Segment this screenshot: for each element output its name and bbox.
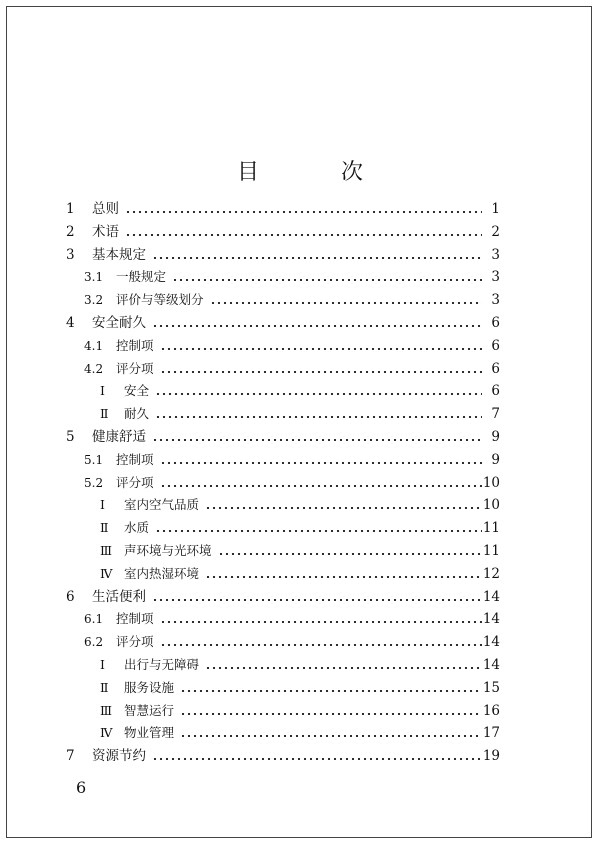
toc-entry[interactable] (0, 631, 600, 653)
toc-entry-label: 基本规定 (92, 246, 146, 263)
toc-entry-page: 9 (491, 429, 500, 445)
toc-entry-number: Ⅳ (100, 725, 113, 741)
toc-entry-number: Ⅱ (100, 520, 109, 536)
toc-entry[interactable] (0, 426, 600, 448)
toc-leader-dots (155, 530, 482, 532)
toc-entry[interactable] (0, 745, 600, 767)
toc-entry-number: Ⅰ (100, 383, 105, 399)
toc-entry-label: 术语 (92, 223, 119, 240)
toc-entry-number: 2 (66, 223, 75, 240)
toc-entry-label: 评价与等级划分 (116, 292, 204, 308)
toc-leader-dots (152, 439, 482, 441)
toc-entry-label: 室内热湿环境 (124, 565, 200, 581)
toc-entry[interactable] (0, 380, 600, 402)
toc-entry-label: 声环境与光环境 (124, 543, 212, 558)
toc-entry[interactable] (0, 654, 600, 676)
toc-entry-page: 10 (482, 497, 500, 514)
toc-entry-label: 资源节约 (92, 748, 146, 765)
toc-entry-label: 控制项 (116, 451, 154, 467)
toc-leader-dots (160, 462, 482, 464)
toc-entry-label: 控制项 (116, 611, 154, 627)
toc-entry[interactable] (0, 700, 600, 722)
toc-entry-page: 11 (482, 520, 500, 537)
toc-entry[interactable] (0, 221, 600, 243)
toc-leader-dots (160, 348, 482, 350)
toc-entry-page: 16 (482, 702, 500, 719)
toc-leader-dots (125, 234, 482, 236)
toc-entry[interactable] (0, 403, 600, 425)
toc-entry-label: 智慧运行 (124, 702, 175, 718)
toc-entry-label: 安全 (124, 383, 150, 399)
toc-entry-page: 15 (482, 679, 500, 696)
toc-entry-page: 14 (482, 657, 500, 673)
toc-entry-page: 14 (482, 634, 500, 651)
toc-entry-label: 安全耐久 (92, 315, 146, 331)
toc-entry-page: 11 (482, 543, 500, 559)
toc-entry-number: Ⅱ (100, 406, 109, 422)
toc-entry-label: 室内空气品质 (124, 497, 200, 513)
toc-entry-number: 3.2 (84, 293, 104, 308)
toc-entry-number: 5 (66, 429, 75, 445)
toc-entry-number: Ⅰ (100, 497, 105, 513)
toc-leader-dots (152, 599, 482, 601)
toc-entry[interactable] (0, 266, 600, 288)
toc-entry-page: 6 (491, 337, 500, 354)
toc-entry[interactable] (0, 358, 600, 380)
toc-entry[interactable] (0, 312, 600, 334)
page-number: 6 (76, 778, 87, 797)
toc-leader-dots (205, 576, 482, 578)
toc-entry-page: 3 (491, 269, 500, 286)
toc-entry-page: 6 (491, 383, 500, 400)
toc-leader-dots (205, 507, 482, 509)
toc-leader-dots (180, 713, 482, 715)
toc-entry-label: 水质 (124, 520, 150, 536)
toc-entry[interactable] (0, 289, 600, 311)
toc-entry-number: 5.1 (84, 452, 104, 467)
toc-entry-label: 控制项 (116, 337, 154, 353)
toc-entry-number: 3.1 (84, 270, 104, 285)
toc-entry[interactable] (0, 472, 600, 494)
toc-leader-dots (160, 371, 482, 373)
toc-entry-number: Ⅰ (100, 657, 105, 672)
toc-leader-dots (152, 257, 482, 259)
toc-leader-dots (172, 279, 482, 281)
toc-entry-page: 6 (491, 360, 500, 377)
toc-entry-number: Ⅲ (100, 702, 113, 718)
toc-entry-number: 5.2 (84, 475, 104, 490)
toc-leader-dots (155, 416, 482, 418)
toc-entry-page: 17 (482, 725, 500, 742)
toc-leader-dots (180, 735, 482, 737)
page-title: 目 次 (236, 159, 393, 185)
toc-entry-page: 9 (491, 451, 500, 468)
toc-entry[interactable] (0, 517, 600, 539)
toc-leader-dots (160, 485, 482, 487)
toc-entry-number: 6.2 (84, 635, 104, 650)
toc-entry-number: 7 (66, 748, 75, 765)
toc-entry-label: 健康舒适 (92, 429, 146, 445)
toc-entry-page: 6 (491, 315, 500, 331)
toc-leader-dots (180, 690, 482, 692)
toc-leader-dots (218, 553, 482, 555)
toc-entry-label: 生活便利 (92, 588, 146, 605)
toc-leader-dots (152, 758, 482, 760)
toc-entry-page: 10 (482, 474, 500, 491)
toc-entry-number: 4 (66, 315, 75, 331)
toc-entry-number: 6 (66, 588, 75, 605)
toc-entry-number: 4.1 (84, 338, 104, 353)
toc-entry-page: 19 (482, 748, 500, 765)
toc-entry[interactable] (0, 586, 600, 608)
toc-entry-label: 出行与无障碍 (124, 657, 200, 672)
toc-entry[interactable] (0, 449, 600, 471)
toc-entry-page: 14 (482, 588, 500, 605)
toc-entry-label: 耐久 (124, 406, 150, 422)
toc-entry-page: 1 (491, 201, 500, 217)
toc-entry[interactable] (0, 198, 600, 220)
toc-entry-number: 3 (66, 246, 75, 263)
toc-entry[interactable] (0, 563, 600, 585)
toc-entry[interactable] (0, 494, 600, 516)
toc-entry-label: 服务设施 (124, 679, 175, 695)
toc-entry-page: 3 (491, 292, 500, 309)
toc-entry[interactable] (0, 722, 600, 744)
toc-entry-number: 4.2 (84, 361, 104, 376)
toc-entry-label: 总则 (92, 201, 119, 217)
toc-leader-dots (160, 621, 482, 623)
toc-entry-page: 12 (482, 565, 500, 582)
toc-entry[interactable] (0, 335, 600, 357)
toc-entry-number: Ⅳ (100, 565, 113, 581)
toc-entry[interactable] (0, 608, 600, 630)
toc-entry-page: 7 (491, 406, 500, 423)
toc-entry[interactable] (0, 540, 600, 562)
toc-leader-dots (205, 667, 482, 669)
toc-entry-number: 1 (66, 201, 75, 217)
toc-leader-dots (160, 644, 482, 646)
toc-entry-label: 一般规定 (116, 269, 167, 285)
toc-leader-dots (152, 325, 482, 327)
toc-entry-label: 评分项 (116, 474, 154, 490)
toc-entry-page: 2 (491, 223, 500, 240)
toc-entry[interactable] (0, 677, 600, 699)
toc-leader-dots (155, 393, 482, 395)
toc-entry-label: 物业管理 (124, 725, 175, 741)
toc-entry-number: 6.1 (84, 612, 104, 627)
toc-entry-page: 14 (482, 611, 500, 628)
toc-entry-label: 评分项 (116, 634, 154, 650)
toc-entry-label: 评分项 (116, 360, 154, 376)
toc-leader-dots (125, 211, 482, 213)
toc-entry-number: Ⅲ (100, 543, 113, 558)
toc-entry-number: Ⅱ (100, 679, 109, 695)
toc-leader-dots (210, 302, 482, 304)
toc-entry-page: 3 (491, 246, 500, 263)
toc-entry[interactable] (0, 244, 600, 266)
